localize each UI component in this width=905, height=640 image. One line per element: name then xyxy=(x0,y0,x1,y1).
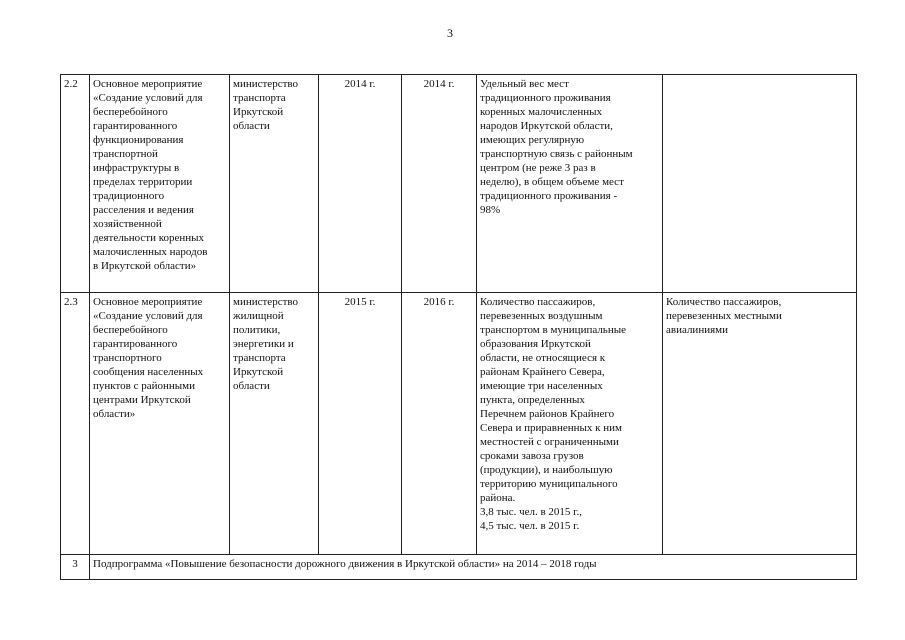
text-line: 3,8 тыс. чел. в 2015 г., xyxy=(480,506,582,518)
text-line: района. xyxy=(480,492,516,504)
text-line: транспортом в муниципальные xyxy=(480,324,626,336)
text-line: Основное мероприятие xyxy=(93,296,203,308)
subprogram-row xyxy=(61,555,857,580)
text-line: бесперебойного xyxy=(93,106,168,118)
text-line: Основное мероприятие xyxy=(93,78,203,90)
text-line: министерство xyxy=(233,296,299,308)
text-line: Количество пассажиров, xyxy=(480,296,596,308)
subprogram-title: Подпрограмма «Повышение безопасности дорожного движения в Иркутской области» на 2014 – 2018 годы xyxy=(90,555,857,580)
text-line: министерство xyxy=(233,78,299,90)
text-line: области, не относящиеся к xyxy=(480,352,606,364)
start-year: 2014 г. xyxy=(319,75,402,293)
text-line: традиционного проживания xyxy=(480,92,611,104)
text-line: пунктов с районными xyxy=(93,380,195,392)
text-line: Удельный вес мест xyxy=(480,78,569,90)
end-year: 2014 г. xyxy=(402,75,477,293)
subprogram-number: 3 xyxy=(61,555,90,580)
text-line: области xyxy=(233,380,270,392)
text-line: перевезенных местными xyxy=(666,310,782,322)
text-line: имеющих регулярную xyxy=(480,134,585,146)
text-line: деятельности коренных xyxy=(93,232,205,244)
row-number: 2.2 xyxy=(61,75,90,293)
note-cell xyxy=(663,75,857,293)
text-line: инфраструктуры в xyxy=(93,162,180,174)
text-line: гарантированного xyxy=(93,338,178,350)
executor-cell xyxy=(230,75,319,293)
page-number: 3 xyxy=(447,26,453,40)
activity-cell xyxy=(90,75,230,293)
text-line: гарантированного xyxy=(93,120,178,132)
text-line: «Создание условий для xyxy=(93,310,203,322)
text-line: авиалиниями xyxy=(666,324,728,336)
text-line: Севера и приравненных к ним xyxy=(480,422,622,434)
text-line: транспорта xyxy=(233,352,286,364)
text-line: в Иркутской области» xyxy=(93,260,197,272)
text-line: 98% xyxy=(480,204,501,216)
text-line: пределах территории xyxy=(93,176,193,188)
text-line: перевезенных воздушным xyxy=(480,310,603,322)
text-line: транспортного xyxy=(93,352,162,364)
text-line: пункта, определенных xyxy=(480,394,585,406)
table-row xyxy=(61,293,857,555)
text-line: (продукции), и наибольшую xyxy=(480,464,613,476)
text-line: «Создание условий для xyxy=(93,92,203,104)
end-year: 2016 г. xyxy=(402,293,477,555)
activity-cell xyxy=(90,293,230,555)
program-table xyxy=(60,74,857,580)
text-line: малочисленных народов xyxy=(93,246,208,258)
text-line: транспорта xyxy=(233,92,286,104)
text-line: Количество пассажиров, xyxy=(666,296,782,308)
text-line: сообщения населенных xyxy=(93,366,204,378)
text-line: районам Крайнего Севера, xyxy=(480,366,605,378)
text-line: центрами Иркутской xyxy=(93,394,191,406)
text-line: транспортной xyxy=(93,148,158,160)
text-line: народов Иркутской области, xyxy=(480,120,613,132)
text-line: неделю), в общем объеме мест xyxy=(480,176,624,188)
text-line: имеющие три населенных xyxy=(480,380,603,392)
text-line: сроками завоза грузов xyxy=(480,450,584,462)
row-number: 2.3 xyxy=(61,293,90,555)
indicator-cell xyxy=(477,293,663,555)
indicator-cell xyxy=(477,75,663,293)
executor-cell xyxy=(230,293,319,555)
start-year: 2015 г. xyxy=(319,293,402,555)
text-line: центром (не реже 3 раз в xyxy=(480,162,596,174)
text-line: жилищной xyxy=(233,310,284,322)
text-line: хозяйственной xyxy=(93,218,162,230)
text-line: функционирования xyxy=(93,134,184,146)
text-line: энергетики и xyxy=(233,338,294,350)
text-line: коренных малочисленных xyxy=(480,106,602,118)
text-line: территорию муниципального xyxy=(480,478,618,490)
text-line: бесперебойного xyxy=(93,324,168,336)
text-line: местностей с ограниченными xyxy=(480,436,619,448)
text-line: 4,5 тыс. чел. в 2015 г. xyxy=(480,520,580,532)
text-line: Перечнем районов Крайнего xyxy=(480,408,615,420)
text-line: транспортную связь с районным xyxy=(480,148,633,160)
text-line: Иркутской xyxy=(233,366,284,378)
text-line: политики, xyxy=(233,324,281,336)
text-line: Иркутской xyxy=(233,106,284,118)
text-line: традиционного xyxy=(93,190,165,202)
text-line: образования Иркутской xyxy=(480,338,591,350)
text-line: традиционного проживания - xyxy=(480,190,618,202)
text-line: расселения и ведения xyxy=(93,204,194,216)
text-line: области xyxy=(233,120,270,132)
note-cell xyxy=(663,293,857,555)
table-row xyxy=(61,75,857,293)
text-line: области» xyxy=(93,408,136,420)
